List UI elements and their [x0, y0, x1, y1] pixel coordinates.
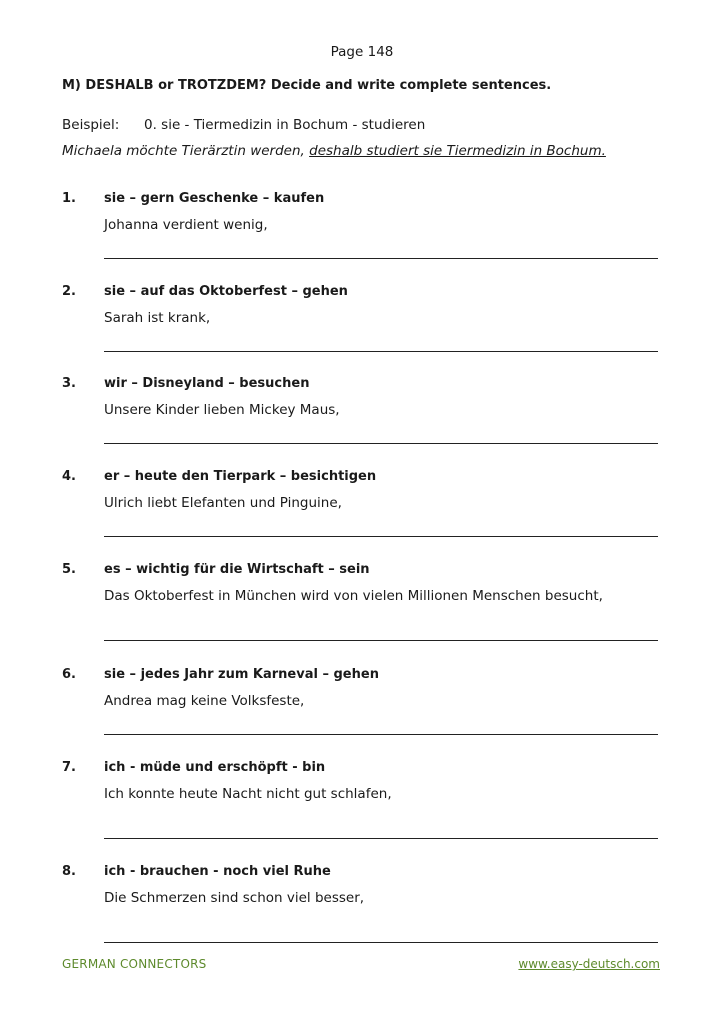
exercise-number: 4.	[62, 469, 76, 484]
exercise-prompt: ich - brauchen - noch viel Ruhe	[104, 864, 331, 879]
example-sentence-start: Michaela möchte Tierärztin werden,	[62, 143, 310, 159]
answer-line[interactable]	[104, 942, 658, 943]
exercise-prompt: sie – gern Geschenke – kaufen	[104, 191, 325, 206]
exercise-prompt: er – heute den Tierpark – besichtigen	[104, 469, 377, 484]
exercise-number: 5.	[62, 562, 76, 577]
answer-line[interactable]	[104, 536, 658, 537]
exercise-starter: Ich konnte heute Nacht nicht gut schlafen,	[104, 786, 392, 802]
exercise-number: 8.	[62, 864, 76, 879]
exercise-starter: Johanna verdient wenig,	[104, 217, 268, 233]
answer-line[interactable]	[104, 640, 658, 641]
exercise-number: 2.	[62, 284, 76, 299]
answer-line[interactable]	[104, 443, 658, 444]
exercise-number: 3.	[62, 376, 76, 391]
exercise-heading: M) DESHALB or TROTZDEM? Decide and write complete sentences.	[62, 78, 552, 93]
example-prompt-line	[62, 117, 425, 133]
example-prompt: 0. sie - Tiermedizin in Bochum - studieren	[144, 117, 426, 133]
page-number: Page 148	[330, 44, 394, 60]
exercise-starter: Unsere Kinder lieben Mickey Maus,	[104, 402, 340, 418]
answer-line[interactable]	[104, 734, 658, 735]
exercise-number: 1.	[62, 191, 76, 206]
exercise-prompt: es – wichtig für die Wirtschaft – sein	[104, 562, 370, 577]
answer-line[interactable]	[104, 838, 658, 839]
exercise-prompt: ich - müde und erschöpft - bin	[104, 760, 326, 775]
exercise-starter: Sarah ist krank,	[104, 310, 211, 326]
exercise-number: 7.	[62, 760, 76, 775]
exercise-starter: Andrea mag keine Volksfeste,	[104, 693, 305, 709]
exercise-prompt: sie – auf das Oktoberfest – gehen	[104, 284, 348, 299]
answer-line[interactable]	[104, 258, 658, 259]
answer-line[interactable]	[104, 351, 658, 352]
exercise-prompt: wir – Disneyland – besuchen	[104, 376, 310, 391]
footer-title: GERMAN CONNECTORS	[62, 957, 207, 971]
exercise-number: 6.	[62, 667, 76, 682]
footer-website-link[interactable]: www.easy-deutsch.com	[518, 957, 660, 971]
example-label: Beispiel:	[62, 117, 120, 133]
exercise-starter: Ulrich liebt Elefanten und Pinguine,	[104, 495, 342, 511]
exercise-starter: Das Oktoberfest in München wird von vielen Millionen Menschen besucht,	[104, 588, 603, 604]
exercise-prompt: sie – jedes Jahr zum Karneval – gehen	[104, 667, 379, 682]
example-sentence	[62, 143, 606, 159]
exercise-starter: Die Schmerzen sind schon viel besser,	[104, 890, 365, 906]
example-sentence-answer: deshalb studiert sie Tiermedizin in Bochum.	[309, 143, 606, 159]
